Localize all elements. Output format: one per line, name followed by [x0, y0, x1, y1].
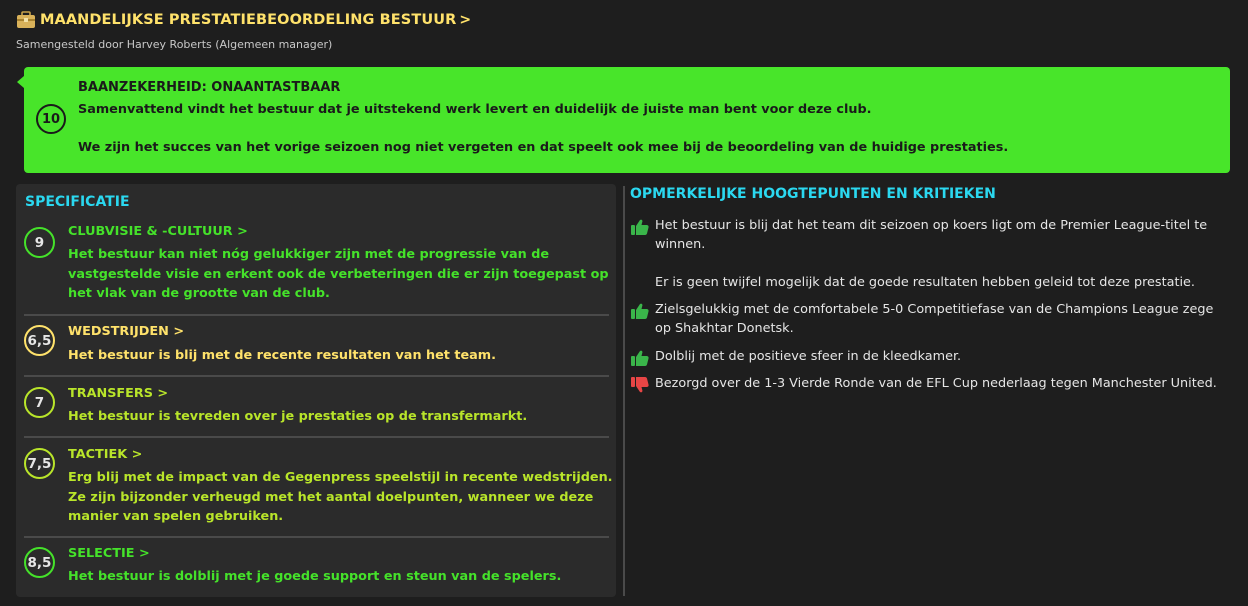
- spec-title-link[interactable]: SELECTIE >: [68, 546, 150, 561]
- score-badge: 7,5: [24, 448, 55, 479]
- column-divider: [623, 186, 625, 596]
- thumbs-down-icon: [630, 376, 650, 394]
- specification-heading: SPECIFICATIE: [25, 194, 130, 210]
- score-badge: 8,5: [24, 547, 55, 578]
- spec-title-link[interactable]: TRANSFERS >: [68, 386, 169, 401]
- thumbs-up-icon: [630, 302, 650, 320]
- spec-description: Het bestuur is blij met de recente resultaten van het team.: [68, 348, 497, 363]
- highlight-text-extra: Er is geen twijfel mogelijk dat de goede resultaten hebben geleid tot deze prestatie.: [655, 275, 1195, 290]
- thumbs-up-icon: [630, 349, 650, 367]
- divider: [24, 375, 609, 377]
- spec-description: Erg blij met de impact van de Gegenpress speelstijl in recente wedstrijden. Ze zijn bijzonder verheugd met het aantal doelpunten, wanneer we deze manier van spelen gebruiken.: [68, 470, 613, 524]
- score-badge: 9: [24, 227, 55, 258]
- divider: [24, 436, 609, 438]
- page-header: [16, 11, 471, 29]
- highlights-heading: OPMERKELIJKE HOOGTEPUNTEN EN KRITIEKEN: [630, 186, 996, 202]
- divider: [24, 314, 609, 316]
- summary-paragraph: We zijn het succes van het vorige seizoen nog niet vergeten en dat speelt ook mee bij de beoordeling van de huidige prestaties.: [78, 140, 1009, 155]
- thumbs-up-icon: [630, 218, 650, 236]
- chevron-right-icon[interactable]: >: [459, 12, 472, 28]
- score-badge: 6,5: [24, 325, 55, 356]
- spec-title-link[interactable]: CLUBVISIE & -CULTUUR >: [68, 224, 248, 239]
- spec-title-link[interactable]: WEDSTRIJDEN >: [68, 324, 185, 339]
- summary-heading: BAANZEKERHEID: ONAANTASTBAAR: [78, 80, 341, 95]
- highlight-text: Dolblij met de positieve sfeer in de kleedkamer.: [655, 349, 962, 364]
- briefcase-icon: [16, 11, 36, 29]
- job-security-summary: [24, 67, 1230, 173]
- highlight-text: Bezorgd over de 1-3 Vierde Ronde van de EFL Cup nederlaag tegen Manchester United.: [655, 376, 1217, 391]
- page-subtitle: Samengesteld door Harvey Roberts (Algemeen manager): [16, 38, 333, 51]
- specification-panel: [16, 184, 616, 597]
- spec-description: Het bestuur kan niet nóg gelukkiger zijn met de progressie van de vastgestelde visie en erkent ook de verbeteringen die er zijn toegepast op het vlak van de grootte van de club.: [68, 247, 609, 301]
- spec-description: Het bestuur is dolblij met je goede support en steun van de spelers.: [68, 569, 562, 584]
- summary-paragraph: Samenvattend vindt het bestuur dat je uitstekend werk levert en duidelijk de juiste man bent voor deze club.: [78, 102, 872, 117]
- spec-title-link[interactable]: TACTIEK >: [68, 447, 143, 462]
- spec-description: Het bestuur is tevreden over je prestaties op de transfermarkt.: [68, 409, 528, 424]
- page-title[interactable]: MAANDELIJKSE PRESTATIEBEOORDELING BESTUUR: [40, 12, 457, 28]
- summary-pointer: [17, 76, 24, 88]
- score-badge: 7: [24, 387, 55, 418]
- highlight-text: Zielsgelukkig met de comfortabele 5-0 Competitiefase van de Champions League zege op Shakhtar Donetsk.: [655, 302, 1214, 336]
- divider: [24, 536, 609, 538]
- summary-score-badge: 10: [36, 104, 66, 134]
- highlight-text: Het bestuur is blij dat het team dit seizoen op koers ligt om de Premier League-titel te winnen.: [655, 218, 1208, 252]
